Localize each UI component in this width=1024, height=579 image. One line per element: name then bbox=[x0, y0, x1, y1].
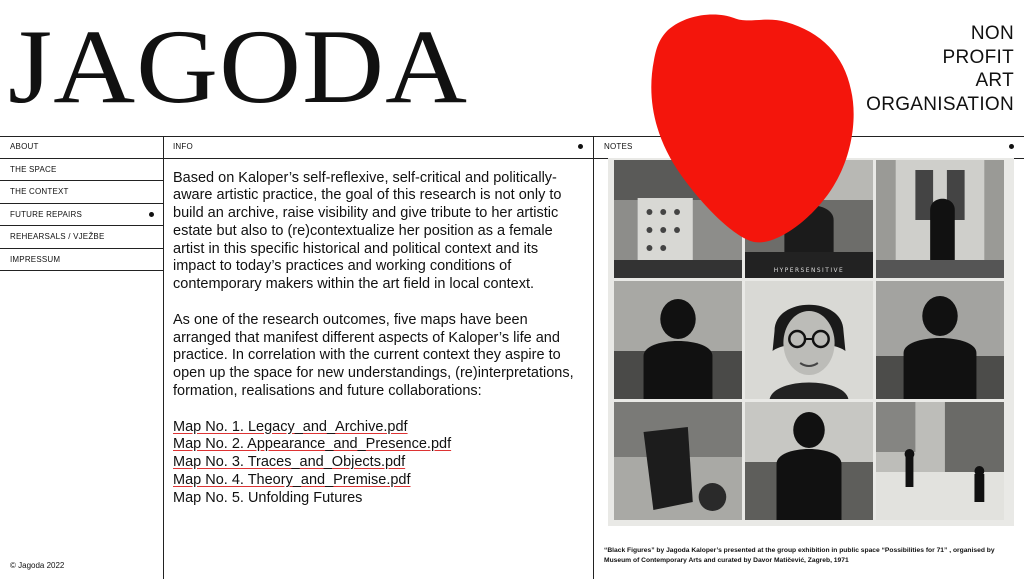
info-paragraph: Based on Kaloper’s self-reflexive, self-critical and politically-aware artistic practice, the goal of this research is not only to build an archive, raise visibility and give tribute to her artistic estate but also to (re)contextualize her position as a female artist in this specific historical and political context and its impact to today’s practices and working conditions of contemporary makers within the art field in local context. bbox=[173, 169, 562, 293]
photo-tile bbox=[745, 281, 873, 399]
copyright-text: © Jagoda 2022 bbox=[10, 561, 65, 570]
photo-tile bbox=[876, 402, 1004, 520]
photo-tile bbox=[876, 281, 1004, 399]
info-paragraph: As one of the research outcomes, five maps have been arranged that manifest different aspects of Kaloper’s life and practice. In correlation with the current context they aspire to open up the space for new understandings, (re)interpretations, formation, realisations and future collaborations: bbox=[173, 311, 574, 400]
active-dot-icon bbox=[149, 212, 154, 217]
sidebar-item-future-repairs[interactable] bbox=[0, 204, 163, 227]
site-logo[interactable]: JAGODA bbox=[8, 8, 469, 125]
notes-heading: NOTES bbox=[604, 142, 633, 152]
sidebar-item-impressum[interactable] bbox=[0, 249, 163, 272]
photo-tile bbox=[876, 160, 1004, 278]
sidebar-item-the-space[interactable] bbox=[0, 159, 163, 182]
map-link-theory[interactable]: Map No. 4. Theory_and_Premise.pdf bbox=[173, 472, 411, 489]
info-panel-header[interactable] bbox=[164, 136, 593, 159]
info-heading: INFO bbox=[173, 142, 193, 152]
column-divider bbox=[593, 136, 594, 579]
sidebar-item-label: IMPRESSUM bbox=[10, 254, 61, 264]
photo-caption: “Black Figures” by Jagoda Kaloper’s presented at the group exhibition in public space “Possibilities for 71” , organised by Museum of Contemporary Arts and curated by Davor Matičević, Zagreb, 1971 bbox=[604, 547, 995, 564]
photo-tile bbox=[614, 402, 742, 520]
sidebar-item-label: THE CONTEXT bbox=[10, 187, 69, 197]
artwork-text: HYPERSENSITIVE bbox=[773, 266, 845, 275]
info-panel bbox=[164, 136, 593, 508]
sidebar-item-label: FUTURE REPAIRS bbox=[10, 209, 82, 219]
sidebar-item-label: THE SPACE bbox=[10, 164, 57, 174]
map-link-appearance[interactable]: Map No. 2. Appearance_and_Presence.pdf bbox=[173, 436, 452, 453]
photo-tile bbox=[745, 402, 873, 520]
map-item-unfolding: Map No. 5. Unfolding Futures bbox=[173, 489, 363, 506]
tagline-line: ART bbox=[975, 70, 1014, 91]
toggle-dot-icon bbox=[578, 144, 583, 149]
tagline-line: NON bbox=[970, 23, 1014, 44]
map-link-traces[interactable]: Map No. 3. Traces_and_Objects.pdf bbox=[173, 454, 406, 471]
sidebar-item-the-context[interactable] bbox=[0, 181, 163, 204]
sidebar-item-label: ABOUT bbox=[10, 142, 39, 152]
info-body bbox=[164, 159, 593, 508]
photo-tile bbox=[614, 281, 742, 399]
site-header bbox=[0, 0, 1024, 136]
sidebar-item-label: REHEARSALS / VJEŽBE bbox=[10, 232, 105, 242]
tagline bbox=[794, 22, 1014, 116]
sidebar-nav bbox=[0, 136, 163, 271]
sidebar-item-about[interactable] bbox=[0, 136, 163, 159]
tagline-line: ORGANISATION bbox=[866, 93, 1014, 115]
sidebar-item-rehearsals[interactable] bbox=[0, 226, 163, 249]
toggle-dot-icon bbox=[1009, 144, 1014, 149]
map-links-list bbox=[173, 419, 581, 508]
map-link-legacy[interactable]: Map No. 1. Legacy_and_Archive.pdf bbox=[173, 418, 408, 435]
tagline-line: PROFIT bbox=[942, 46, 1014, 68]
